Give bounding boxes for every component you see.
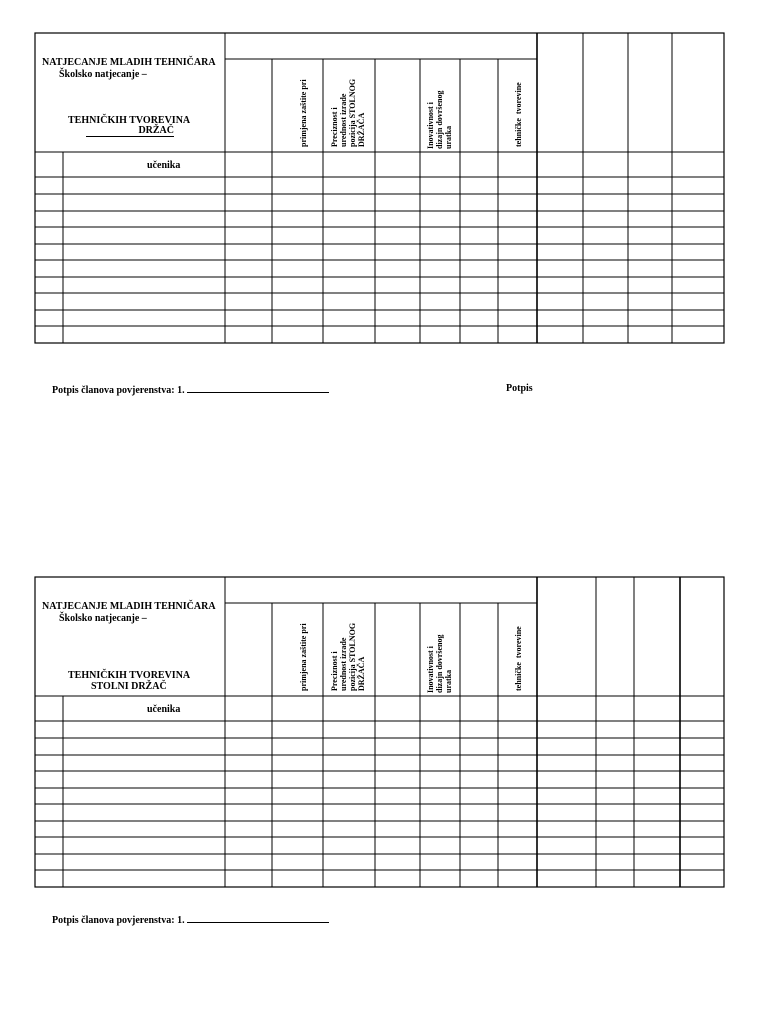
student-column-header: učenika — [147, 160, 181, 171]
signature-label: Potpis članova povjerenstva: 1. — [52, 915, 185, 926]
item-title: STOLNI DRŽAČ — [91, 681, 167, 692]
signature-blank[interactable] — [187, 913, 329, 923]
competition-level: Školsko natjecanje – — [59, 613, 147, 624]
signature-label: Potpis članova povjerenstva: 1. — [52, 385, 185, 396]
signature-blank[interactable] — [187, 383, 329, 393]
competition-title: NATJECANJE MLADIH TEHNIČARA — [42, 601, 216, 612]
competition-level: Školsko natjecanje – — [59, 69, 147, 80]
criterion-safety: primjena zaštite pri — [299, 79, 308, 147]
item-title: DRŽAČ — [86, 125, 174, 137]
criterion-technical: tehničke tvorevine — [514, 82, 523, 147]
criterion-precision: Preciznost i urednost izrade pozicija STOLNOG DRŽAČA — [330, 622, 366, 691]
signature-line — [52, 383, 329, 396]
signature-right-label: Potpis — [506, 383, 533, 394]
criterion-innovation: Inovativnost i dizajn dovršenog uratka — [426, 90, 453, 149]
score-table-grid — [0, 33, 768, 363]
student-column-header: učenika — [147, 704, 181, 715]
category-title: TEHNIČKIH TVOREVINA — [68, 670, 191, 681]
signature-line — [52, 913, 329, 926]
criterion-innovation: Inovativnost i dizajn dovršenog uratka — [426, 634, 453, 693]
criterion-safety: primjena zaštite pri — [299, 623, 308, 691]
criterion-technical: tehničke tvorevine — [514, 626, 523, 691]
score-table-grid — [0, 577, 768, 907]
competition-title: NATJECANJE MLADIH TEHNIČARA — [42, 57, 216, 68]
criterion-precision: Preciznost i urednost izrade pozicija STOLNOG DRŽAČA — [330, 78, 366, 147]
category-title: TEHNIČKIH TVOREVINA — [68, 115, 191, 126]
